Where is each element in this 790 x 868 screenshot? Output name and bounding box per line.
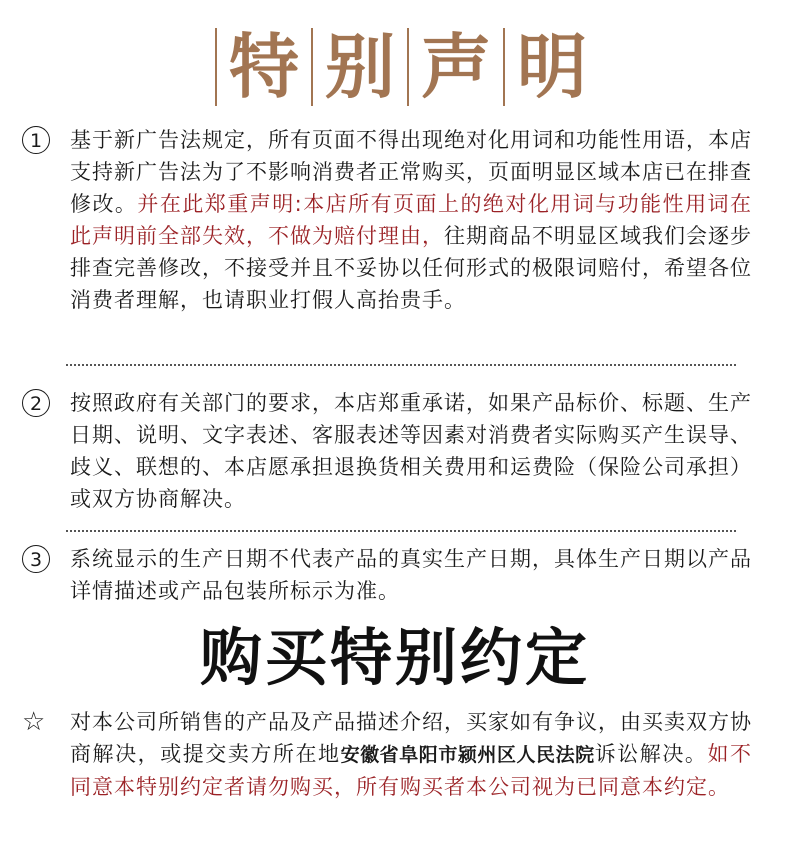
section-text: 按照政府有关部门的要求，本店郑重承诺，如果产品标价、标题、生产日期、说明、文字表述、客服表述等因素对消费者实际购买产生误导、歧义、联想的、本店愿承担退换货相关费用和运费险（保险公司承担）或双方协商解决。	[70, 391, 752, 511]
agreement-section	[22, 706, 752, 803]
dotted-divider	[66, 530, 736, 532]
declaration-section-3	[22, 543, 752, 607]
circled-number: 2	[22, 389, 50, 417]
important-notice: 如不同意本特别约定者请勿购买，所有购买者本公司视为已同意本约定。	[70, 742, 753, 799]
important-notice: 并在此郑重声明:本店所有页面上的绝对化用词与功能性用词在此声明前全部失效，不做为赔付理由，	[70, 192, 753, 248]
title-divider	[407, 28, 409, 106]
agreement-title: 购买特别约定	[199, 621, 590, 694]
title-char: 特	[229, 25, 299, 108]
section-text-part: 往期商品不明显区域我们会逐步排查完善修改，不接受并且不妥协以任何形式的极限词赔付，希望各位消费者理解，也请职业打假人高抬贵手。	[70, 224, 752, 312]
section-text-part: 基于新广告法规定，所有页面不得出现绝对化用词和功能性用语，本店支持新广告法为了不影响消费者正常购买，页面明显区域本店已在排查修改。	[70, 128, 752, 216]
agreement-text	[70, 706, 752, 803]
section-text: 系统显示的生产日期不代表产品的真实生产日期，具体生产日期以产品详情描述或产品包装所标示为准。	[70, 547, 752, 603]
court-name: 安徽省阜阳市颍州区人民法院	[340, 744, 595, 766]
agreement-text-part: 诉讼解决。	[594, 742, 708, 766]
title-divider	[503, 28, 505, 106]
circled-number: 3	[22, 545, 50, 573]
title-divider	[215, 28, 217, 106]
title-char: 明	[517, 25, 587, 108]
title-char: 别	[325, 25, 395, 108]
circled-number: 1	[22, 126, 50, 154]
section-text	[70, 124, 752, 316]
declaration-section-2	[22, 387, 752, 515]
declaration-section-1	[22, 124, 752, 316]
star-icon: ☆	[22, 707, 46, 737]
title-char: 声	[421, 25, 491, 108]
page-title	[0, 22, 790, 112]
agreement-text-part: 对本公司所销售的产品及产品描述介绍，买家如有争议，由买卖双方协商解决，或提交卖方所在地	[70, 710, 752, 766]
title-divider	[311, 28, 313, 106]
dotted-divider	[66, 364, 736, 366]
